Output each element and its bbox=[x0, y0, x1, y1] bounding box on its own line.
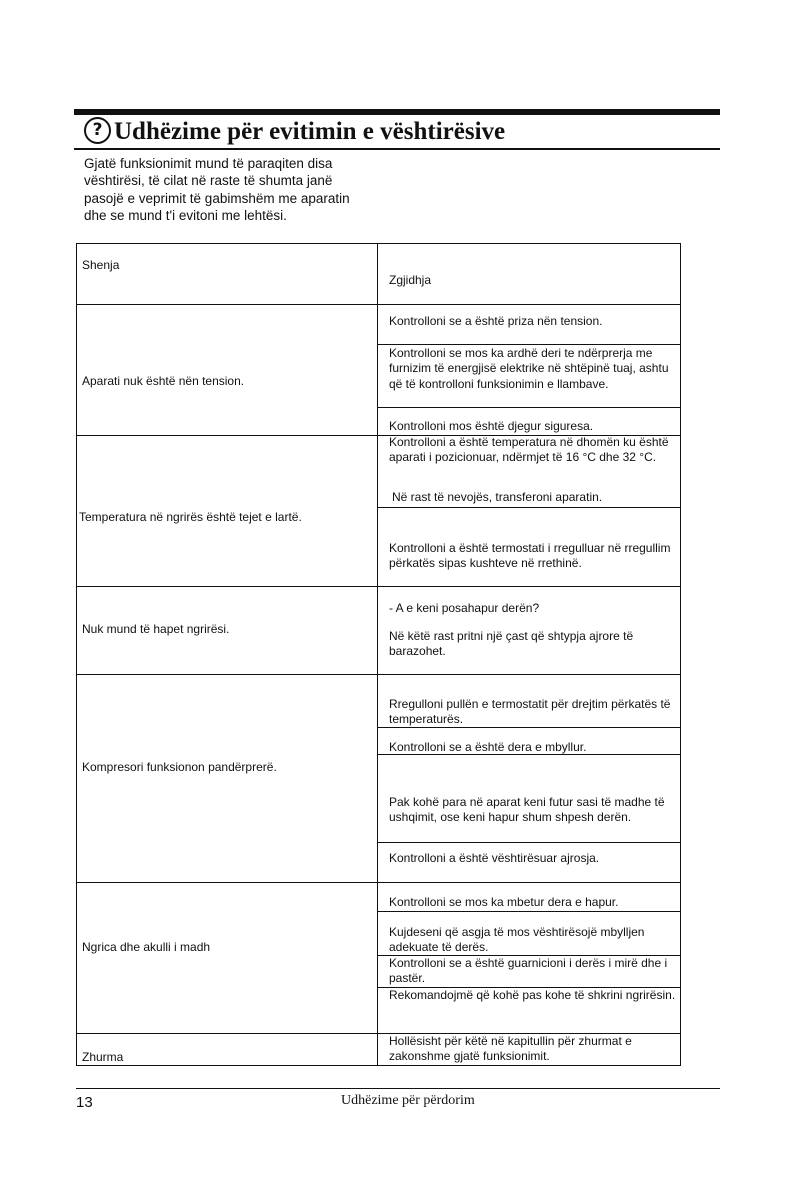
solution-text: Kontrolloni se mos ka mbetur dera e hapur. bbox=[389, 895, 619, 909]
solution-text: Rregulloni pullën e termostatit për drejtim përkatës të temperaturës. bbox=[389, 697, 671, 727]
symptom-cell bbox=[76, 674, 378, 883]
solution-text: Kontrolloni se mos ka ardhë deri te ndërprerja me furnizim të energjisë elektrike në shtëpinë tuaj, ashtu që të kontrolloni funksionimin e llambave. bbox=[389, 346, 669, 391]
footer-rule bbox=[76, 1088, 720, 1089]
solution-text: - A e keni posahapur derën? bbox=[389, 601, 540, 615]
symptom-text: Ngrica dhe akulli i madh bbox=[82, 940, 211, 954]
heading-rule bbox=[74, 148, 720, 150]
symptom-text: Zhurma bbox=[82, 1050, 124, 1064]
solution-text: Kujdeseni që asgja të mos vështirësojë mbylljen adekuate të derës. bbox=[389, 925, 645, 955]
solution-text: Hollësisht për këtë në kapitullin për zhurmat e zakonshme gjatë funksionimit. bbox=[389, 1034, 632, 1064]
intro-line: dhe se mund t'i evitoni me lehtësi. bbox=[84, 208, 287, 224]
column-header-symptom: Shenja bbox=[82, 258, 120, 272]
footer-document-title: Udhëzime për përdorim bbox=[341, 1093, 475, 1108]
symptom-cell bbox=[76, 304, 378, 436]
symptom-text: Temperatura në ngrirës është tejet e lartë. bbox=[79, 510, 302, 524]
help-circle-icon: ? bbox=[84, 117, 111, 144]
solution-text: Në rast të nevojës, transferoni aparatin. bbox=[392, 490, 603, 504]
page-number: 13 bbox=[76, 1094, 93, 1111]
intro-line: vështirësi, të cilat në raste të shumta janë bbox=[84, 173, 333, 189]
solution-text: Në këtë rast pritni një çast që shtypja ajrore të barazohet. bbox=[389, 629, 634, 659]
symptom-text: Kompresori funksionon pandërprerë. bbox=[82, 760, 277, 774]
solution-text: Kontrolloni mos është djegur siguresa. bbox=[389, 419, 594, 433]
solution-text: Rekomandojmë që kohë pas kohe të shkrini ngrirësin. bbox=[389, 988, 676, 1002]
symptom-text: Aparati nuk është nën tension. bbox=[82, 374, 245, 388]
solution-text: Kontrolloni se a është guarnicioni i derës i mirë dhe i pastër. bbox=[389, 956, 668, 986]
solution-text: Kontrolloni a është temperatura në dhomën ku është aparati i pozicionuar, ndërmjet të 16 °C dhe 32 °C. bbox=[389, 435, 669, 465]
solution-text: Kontrolloni se a është dera e mbyllur. bbox=[389, 740, 587, 754]
intro-line: pasojë e veprimit të gabimshëm me aparatin bbox=[84, 190, 350, 206]
solution-text: Kontrolloni a është termostati i rregulluar në rregullim përkatës sipas kushteve në rrethinë. bbox=[389, 541, 671, 571]
symptom-cell bbox=[76, 882, 378, 1034]
solution-text: Pak kohë para në aparat keni futur sasi të madhe të ushqimit, ose keni hapur shum shpesh derën. bbox=[389, 795, 665, 825]
intro-paragraph bbox=[84, 155, 394, 225]
header-top-bar bbox=[74, 109, 720, 115]
column-header-solution: Zgjidhja bbox=[389, 273, 432, 287]
symptom-text: Nuk mund të hapet ngrirësi. bbox=[82, 622, 230, 636]
page-title: Udhëzime për evitimin e vështirësive bbox=[114, 118, 506, 145]
intro-line: Gjatë funksionimit mund të paraqiten disa bbox=[84, 156, 333, 171]
solution-text: Kontrolloni a është vështirësuar ajrosja. bbox=[389, 851, 600, 865]
solution-text: Kontrolloni se a është priza nën tension. bbox=[389, 314, 603, 328]
header-cell-symptom bbox=[76, 243, 378, 305]
